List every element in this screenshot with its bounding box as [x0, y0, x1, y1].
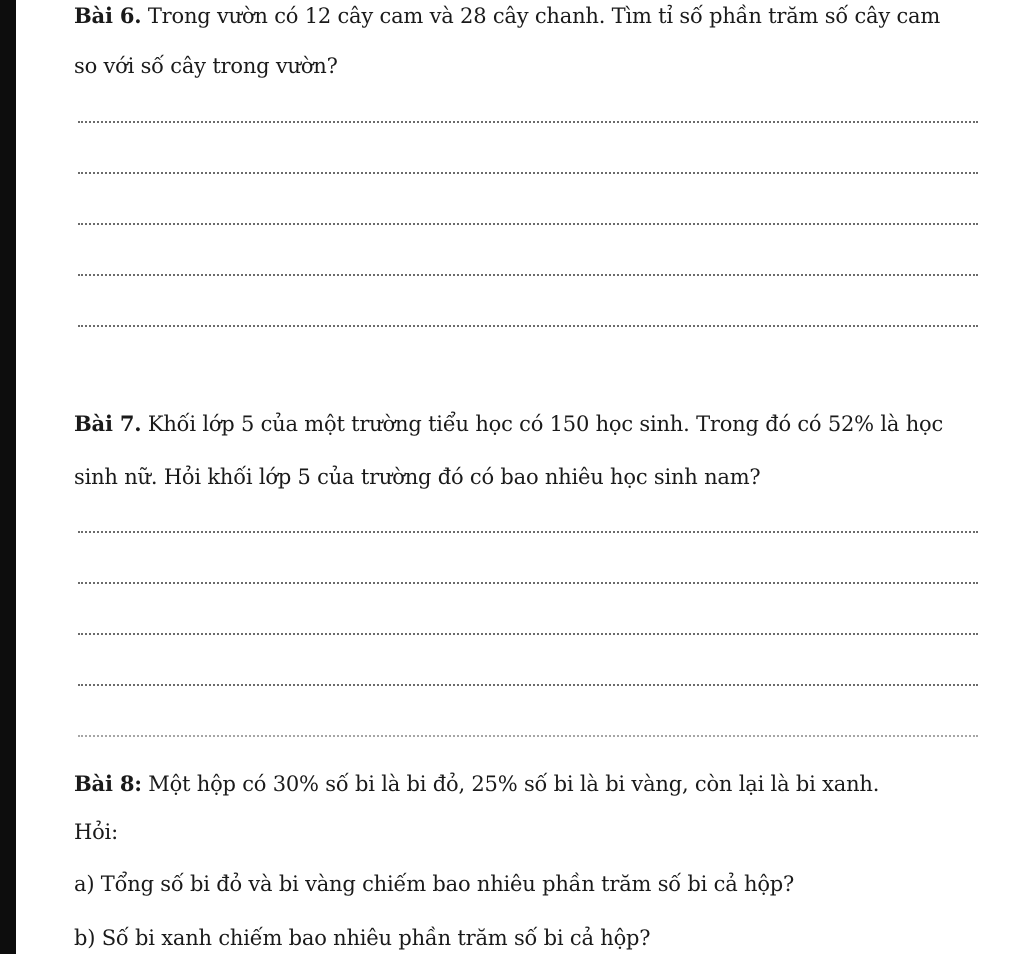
exercise-7-line-2: sinh nữ. Hỏi khối lớp 5 của trường đó có bao nhiêu học sinh nam? — [74, 465, 761, 489]
answer-line[interactable] — [78, 582, 978, 584]
exercise-8-text: Một hộp có 30% số bi là bi đỏ, 25% số bi là bi vàng, còn lại là bi xanh. — [148, 772, 880, 796]
exercise-6-line-1 — [74, 2, 940, 30]
left-edge-bar — [0, 0, 16, 954]
answer-line[interactable] — [78, 223, 978, 225]
exercise-8-part-a: a) Tổng số bi đỏ và bi vàng chiếm bao nhiêu phần trăm số bi cả hộp? — [74, 872, 795, 896]
exercise-7-line-1 — [74, 410, 943, 438]
answer-line[interactable] — [78, 633, 978, 635]
exercise-8-line-2: Hỏi: — [74, 820, 118, 844]
answer-line[interactable] — [78, 274, 978, 276]
worksheet-page — [16, 0, 1024, 954]
exercise-6-text: Trong vườn có 12 cây cam và 28 cây chanh. Tìm tỉ số phần trăm số cây cam — [147, 4, 941, 28]
exercise-7-label: Bài 7. — [74, 411, 142, 436]
answer-line[interactable] — [78, 121, 978, 123]
exercise-8-part-b: b) Số bi xanh chiếm bao nhiêu phần trăm số bi cả hộp? — [74, 926, 651, 950]
answer-line[interactable] — [78, 325, 978, 327]
exercise-6-label: Bài 6. — [74, 3, 142, 28]
answer-line[interactable] — [78, 172, 978, 174]
exercise-8-line-1 — [74, 770, 879, 798]
answer-line[interactable] — [78, 531, 978, 533]
exercise-6-line-2: so với số cây trong vườn? — [74, 54, 338, 78]
answer-line[interactable] — [78, 735, 978, 737]
exercise-7-text: Khối lớp 5 của một trường tiểu học có 150 học sinh. Trong đó có 52% là học — [147, 412, 944, 436]
exercise-8-label: Bài 8: — [74, 771, 142, 796]
answer-line[interactable] — [78, 684, 978, 686]
